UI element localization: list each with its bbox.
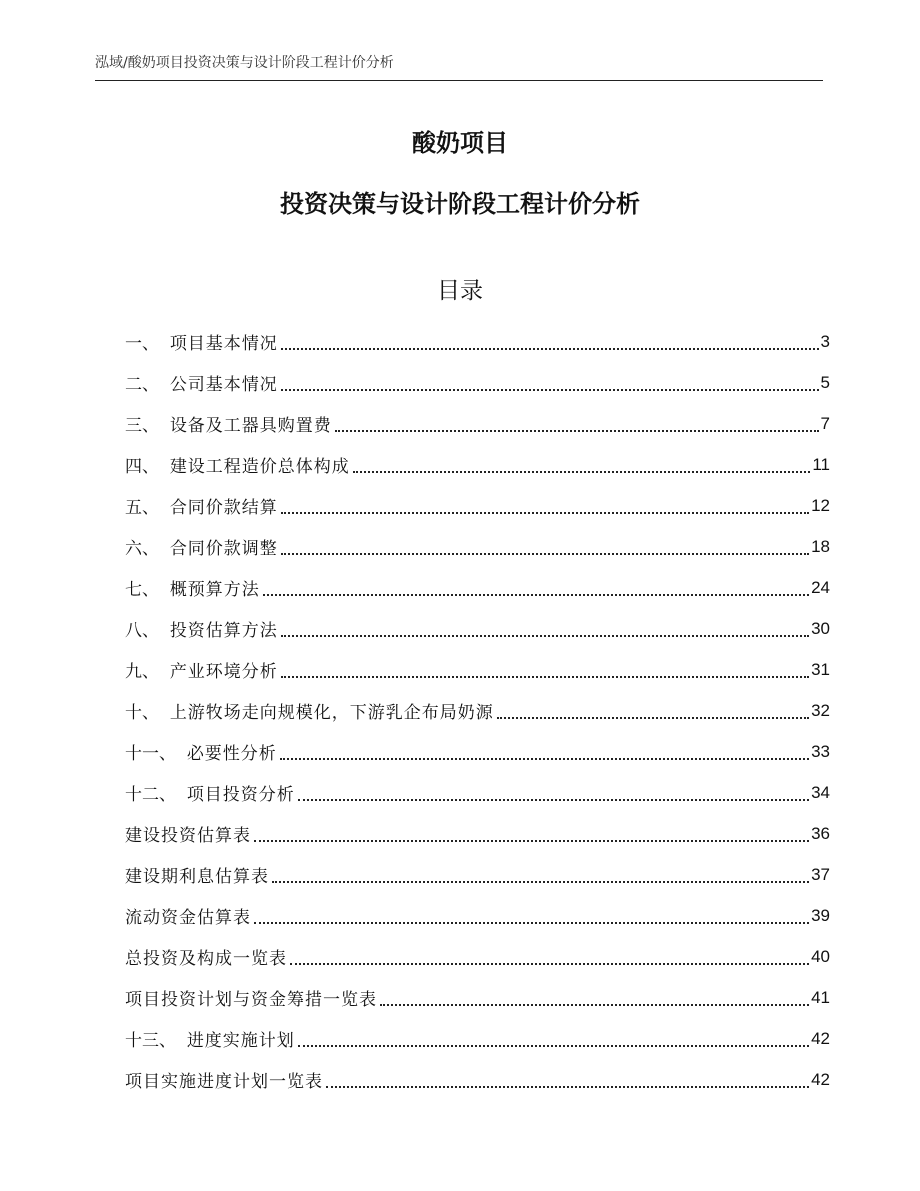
toc-entry[interactable] xyxy=(125,444,830,485)
toc-entry[interactable] xyxy=(125,731,830,772)
toc-entry-title: 概预算方法 xyxy=(169,580,260,600)
running-header: 泓域/酸奶项目投资决策与设计阶段工程计价分析 xyxy=(95,55,394,71)
toc-entry[interactable] xyxy=(125,936,830,977)
toc-entry-title: 项目投资计划与资金筹措一览表 xyxy=(125,990,377,1010)
toc-entry-page: 40 xyxy=(811,946,830,966)
toc-entry[interactable] xyxy=(125,690,830,731)
toc-entry-page: 24 xyxy=(811,577,830,597)
document-subtitle: 投资决策与设计阶段工程计价分析 xyxy=(280,190,640,218)
toc-entry-number: 五、 xyxy=(125,498,170,518)
toc-entry-title: 上游牧场走向规模化，下游乳企布局奶源 xyxy=(169,703,494,723)
toc-dot-leader xyxy=(272,880,809,883)
toc-dot-leader xyxy=(353,470,811,473)
toc-dot-leader xyxy=(281,675,809,678)
toc-entry-number: 七、 xyxy=(125,580,170,600)
toc-entry-title: 总投资及构成一览表 xyxy=(125,949,287,969)
toc-entry-page: 39 xyxy=(811,905,830,925)
toc-dot-leader xyxy=(326,1085,809,1088)
toc-entry-number: 十二、 xyxy=(125,785,187,805)
toc-entry-title: 建设投资估算表 xyxy=(125,826,251,846)
toc-entry[interactable] xyxy=(125,813,830,854)
toc-entry[interactable] xyxy=(125,1059,830,1100)
toc-entry-page: 7 xyxy=(820,413,830,433)
toc-dot-leader xyxy=(254,921,809,924)
toc-entry-title: 项目投资分析 xyxy=(186,785,295,805)
toc-entry[interactable] xyxy=(125,854,830,895)
toc-dot-leader xyxy=(497,716,809,719)
toc-entry-number: 六、 xyxy=(125,539,170,559)
toc-entry[interactable] xyxy=(125,526,830,567)
toc-heading: 目录 xyxy=(437,278,483,304)
toc-entry[interactable] xyxy=(125,1018,830,1059)
toc-entry-page: 32 xyxy=(811,700,830,720)
toc-dot-leader xyxy=(254,839,809,842)
toc-dot-leader xyxy=(281,388,819,391)
toc-entry-page: 42 xyxy=(811,1069,830,1089)
toc-entry[interactable] xyxy=(125,772,830,813)
toc-entry-page: 18 xyxy=(811,536,830,556)
toc-dot-leader xyxy=(281,634,809,637)
toc-entry-title: 公司基本情况 xyxy=(169,375,278,395)
toc-entry[interactable] xyxy=(125,649,830,690)
toc-entry[interactable] xyxy=(125,567,830,608)
toc-entry-number: 八、 xyxy=(125,621,170,641)
toc-dot-leader xyxy=(281,511,809,514)
toc-entry[interactable] xyxy=(125,485,830,526)
toc-entry-number: 十一、 xyxy=(125,744,187,764)
toc-entry-page: 41 xyxy=(811,987,830,1007)
toc-entry[interactable] xyxy=(125,321,830,362)
document-title: 酸奶项目 xyxy=(412,129,508,157)
toc-entry-title: 产业环境分析 xyxy=(169,662,278,682)
toc-entry-page: 3 xyxy=(820,331,830,351)
toc-entry-title: 流动资金估算表 xyxy=(125,908,251,928)
toc-entry-number: 三、 xyxy=(125,416,170,436)
toc-entry[interactable] xyxy=(125,895,830,936)
toc-entry-page: 31 xyxy=(811,659,830,679)
toc-entry-number: 一、 xyxy=(125,334,170,354)
toc-dot-leader xyxy=(263,593,809,596)
toc-entry-title: 合同价款调整 xyxy=(169,539,278,559)
toc-entry[interactable] xyxy=(125,608,830,649)
toc-entry-number: 四、 xyxy=(125,457,170,477)
toc-entry-page: 33 xyxy=(811,741,830,761)
table-of-contents xyxy=(125,321,830,1100)
toc-entry-page: 12 xyxy=(811,495,830,515)
toc-entry-title: 合同价款结算 xyxy=(169,498,278,518)
toc-entry-number: 二、 xyxy=(125,375,170,395)
toc-entry-title: 投资估算方法 xyxy=(169,621,278,641)
toc-entry-page: 30 xyxy=(811,618,830,638)
toc-entry-title: 进度实施计划 xyxy=(186,1031,295,1051)
toc-entry-title: 建设期利息估算表 xyxy=(125,867,269,887)
toc-entry[interactable] xyxy=(125,403,830,444)
toc-entry[interactable] xyxy=(125,362,830,403)
toc-entry-title: 建设工程造价总体构成 xyxy=(169,457,350,477)
toc-entry-page: 11 xyxy=(812,454,830,474)
toc-dot-leader xyxy=(281,552,809,555)
toc-dot-leader xyxy=(290,962,809,965)
toc-entry-page: 34 xyxy=(811,782,830,802)
toc-dot-leader xyxy=(335,429,819,432)
header-divider xyxy=(95,80,823,81)
toc-dot-leader xyxy=(281,347,819,350)
toc-entry-title: 项目实施进度计划一览表 xyxy=(125,1072,323,1092)
toc-entry-title: 设备及工器具购置费 xyxy=(169,416,332,436)
toc-dot-leader xyxy=(280,757,809,760)
toc-entry-page: 42 xyxy=(811,1028,830,1048)
toc-entry-page: 37 xyxy=(811,864,830,884)
toc-dot-leader xyxy=(380,1003,809,1006)
toc-entry[interactable] xyxy=(125,977,830,1018)
toc-entry-page: 36 xyxy=(811,823,830,843)
toc-dot-leader xyxy=(298,1044,809,1047)
toc-entry-page: 5 xyxy=(820,372,830,392)
toc-dot-leader xyxy=(298,798,809,801)
toc-entry-number: 十三、 xyxy=(125,1031,187,1051)
toc-entry-number: 九、 xyxy=(125,662,170,682)
toc-entry-title: 必要性分析 xyxy=(186,744,277,764)
toc-entry-title: 项目基本情况 xyxy=(169,334,278,354)
toc-entry-number: 十、 xyxy=(125,703,170,723)
